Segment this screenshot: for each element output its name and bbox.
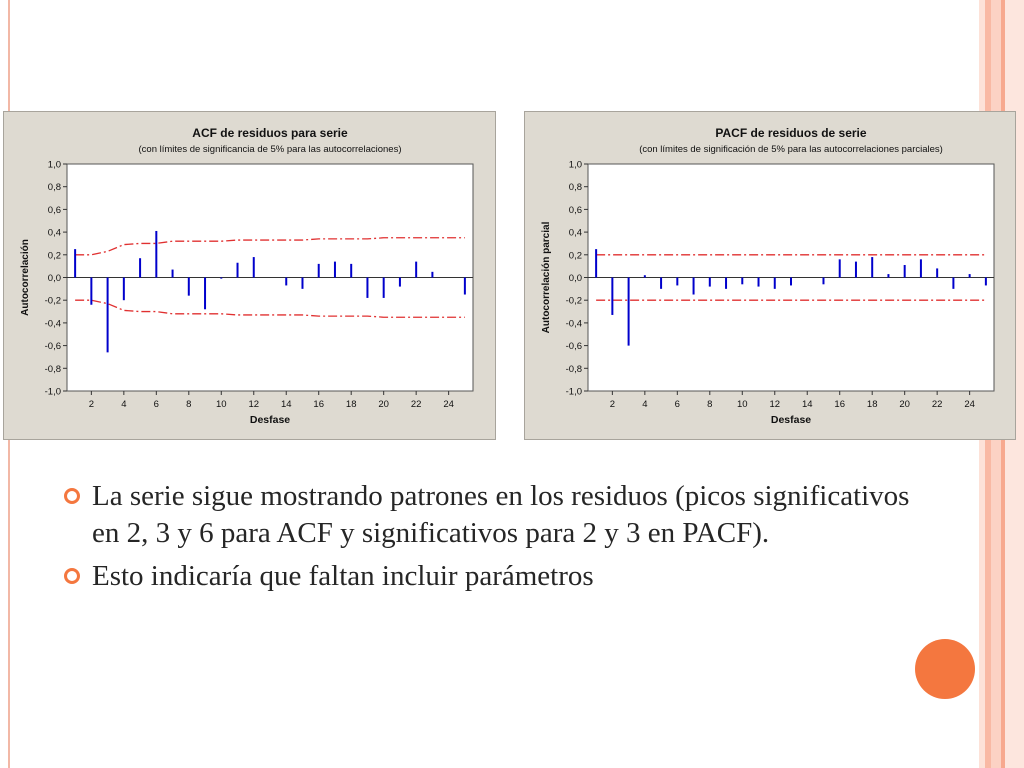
x-tick-label: 6: [153, 399, 159, 410]
bullet-text: Esto indicaría que faltan incluir parámetros: [92, 560, 594, 592]
y-tick-label: -0,6: [565, 341, 582, 353]
x-tick-label: 4: [642, 399, 648, 410]
y-tick-label: 0,4: [47, 227, 61, 239]
chart-subtitle: (con límites de significancia de 5% para las autocorrelaciones): [138, 144, 402, 155]
x-tick-label: 18: [345, 399, 357, 410]
y-tick-label: -0,8: [44, 363, 61, 375]
chart-title: PACF de residuos de serie: [715, 126, 867, 140]
x-tick-label: 10: [215, 399, 227, 410]
x-tick-label: 14: [280, 399, 292, 410]
y-tick-label: 0,8: [568, 182, 582, 194]
x-tick-label: 22: [410, 399, 422, 410]
y-tick-label: 0,2: [47, 250, 61, 262]
bullet-text: La serie sigue mostrando patrones en los residuos (picos significativos en 2, 3 y 6 para ACF y significativos para 2 y 3 en PACF).: [92, 480, 910, 549]
y-tick-label: -0,6: [44, 341, 61, 353]
pacf-chart-panel: [524, 111, 1016, 440]
x-tick-label: 14: [801, 399, 813, 410]
acf-chart: [4, 112, 495, 439]
y-tick-label: 0,0: [47, 273, 61, 284]
x-tick-label: 16: [313, 399, 325, 410]
x-tick-label: 6: [674, 399, 680, 410]
bullet-item: [62, 558, 922, 595]
bullet-ring-icon: [64, 488, 80, 504]
acf-chart-panel: [3, 111, 496, 440]
decorative-orange-circle: [915, 639, 975, 699]
y-axis-label: Autocorrelación: [20, 239, 31, 316]
x-tick-label: 8: [186, 399, 192, 410]
x-tick-label: 22: [931, 399, 943, 410]
x-tick-label: 12: [248, 399, 260, 410]
x-tick-label: 20: [899, 399, 910, 410]
x-tick-label: 10: [736, 399, 748, 410]
pacf-chart: [525, 112, 1015, 439]
y-tick-label: -0,2: [44, 295, 61, 307]
y-tick-label: -1,0: [44, 386, 61, 398]
y-tick-label: -0,8: [565, 363, 582, 375]
y-tick-label: 0,4: [568, 227, 582, 239]
y-tick-label: -0,4: [565, 318, 582, 330]
x-tick-label: 18: [866, 399, 878, 410]
y-tick-label: -0,2: [565, 295, 582, 307]
x-tick-label: 12: [769, 399, 781, 410]
x-tick-label: 2: [609, 399, 616, 410]
y-tick-label: 0,6: [47, 204, 61, 216]
x-tick-label: 2: [88, 399, 95, 410]
y-tick-label: 0,8: [47, 182, 61, 194]
x-tick-label: 24: [443, 399, 454, 410]
y-tick-label: 1,0: [47, 159, 61, 171]
x-tick-label: 16: [834, 399, 846, 410]
y-tick-label: 1,0: [568, 159, 582, 171]
bullet-list: [62, 478, 922, 601]
x-tick-label: 24: [964, 399, 975, 410]
y-axis-label: Autocorrelación parcial: [541, 221, 552, 334]
chart-title: ACF de residuos para serie: [192, 126, 348, 140]
y-tick-label: 0,0: [568, 273, 582, 284]
x-tick-label: 8: [707, 399, 713, 410]
y-tick-label: 0,2: [568, 250, 582, 262]
x-tick-label: 20: [378, 399, 389, 410]
y-tick-label: -1,0: [565, 386, 582, 398]
chart-subtitle: (con límites de significación de 5% para las autocorrelaciones parciales): [639, 144, 943, 155]
x-axis-label: Desfase: [249, 414, 291, 426]
x-axis-label: Desfase: [770, 414, 812, 426]
x-tick-label: 4: [121, 399, 127, 410]
y-tick-label: -0,4: [44, 318, 61, 330]
bullet-item: [62, 478, 922, 552]
y-tick-label: 0,6: [568, 204, 582, 216]
bullet-ring-icon: [64, 568, 80, 584]
